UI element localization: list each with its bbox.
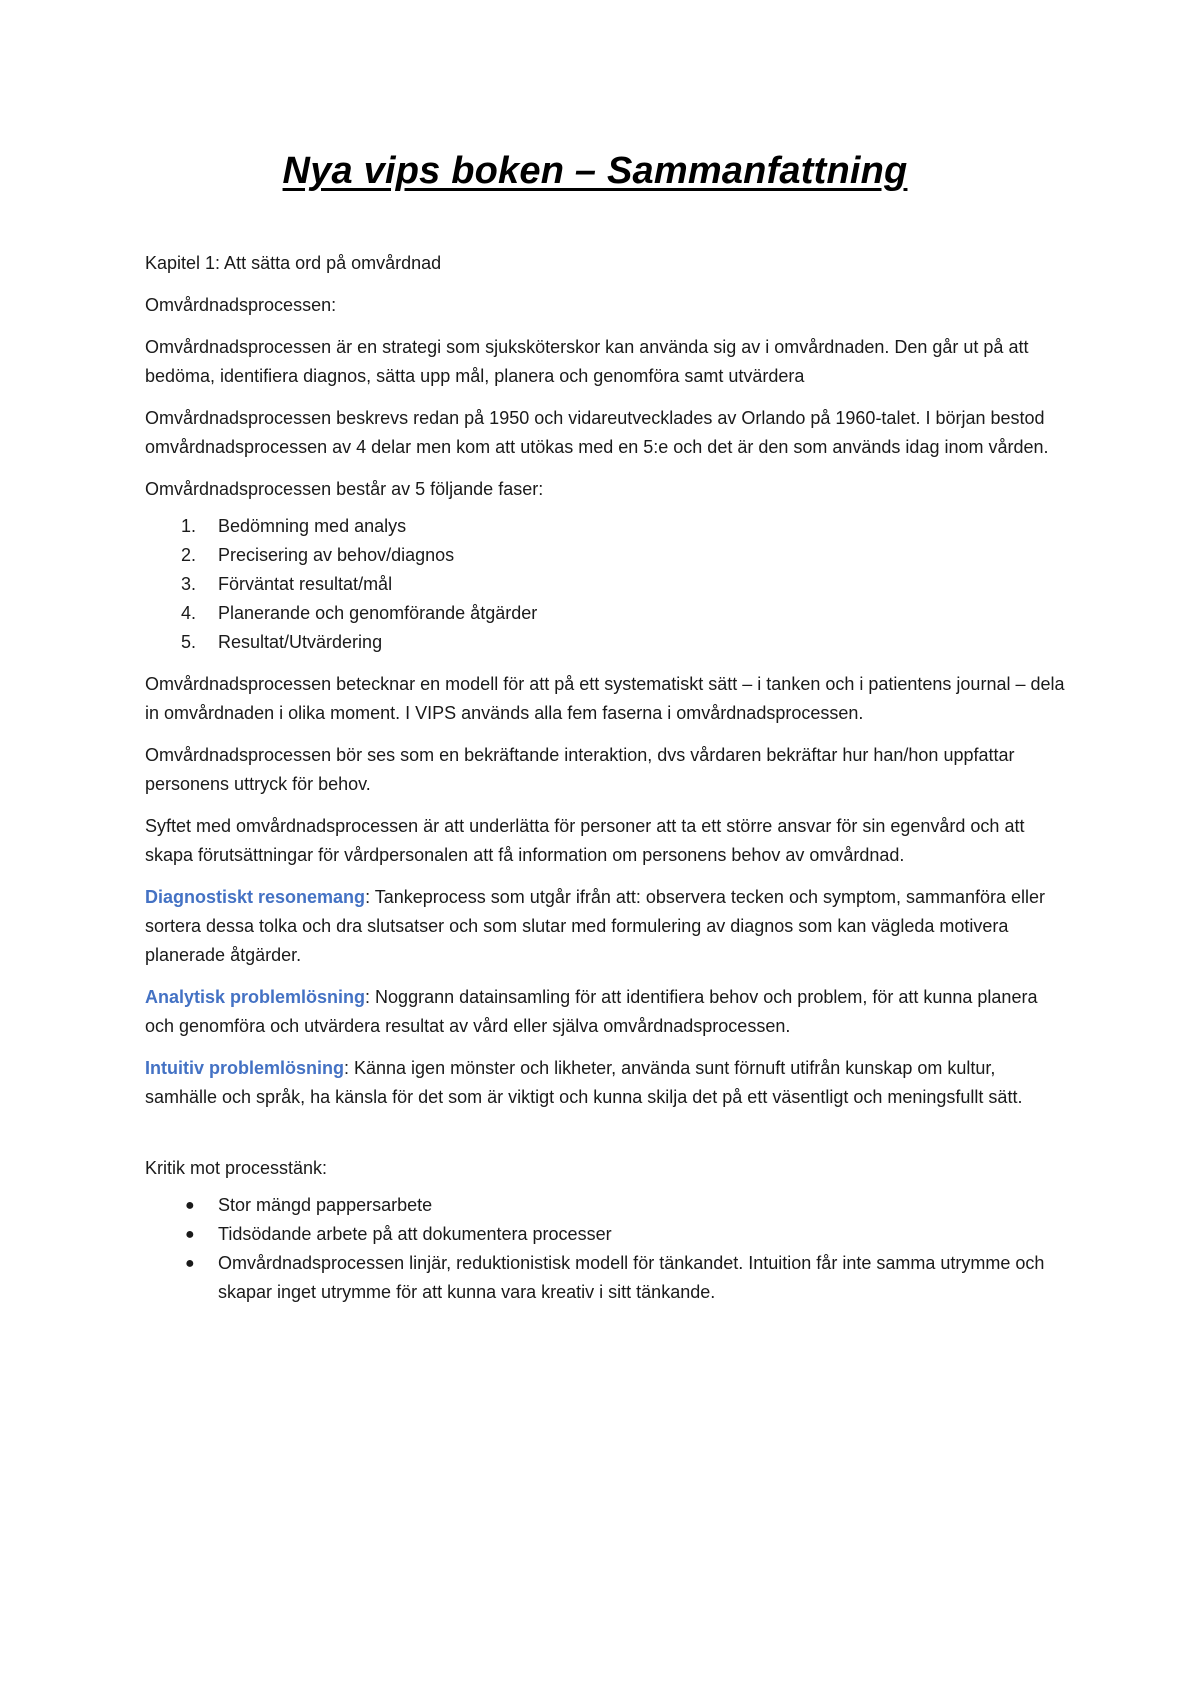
list-item-text: Tidsödande arbete på att dokumentera processer [218, 1224, 612, 1244]
phases-list [145, 512, 1070, 657]
definition-text: : Noggrann datainsamling för att identifiera behov och problem, för att kunna planera och genomföra och utvärdera resultat av vård eller själva omvårdnadsprocessen. [145, 987, 1038, 1036]
paragraph-history: Omvårdnadsprocessen beskrevs redan på 1950 och vidareutvecklades av Orlando på 1960-talet. I början bestod omvårdnadsprocessen av 4 delar men kom att utökas med en 5:e och det är den som används idag inom vården. [145, 408, 1049, 457]
list-item-text: Bedömning med analys [218, 516, 407, 536]
list-item [145, 1249, 1070, 1307]
list-item [145, 599, 1070, 628]
definition-term: Diagnostiskt resonemang [145, 887, 366, 907]
critique-heading: Kritik mot processtänk: [145, 1158, 328, 1178]
paragraph-model: Omvårdnadsprocessen betecknar en modell för att på ett systematiskt sätt – i tanken och i patientens journal – dela in omvårdnaden i olika moment. I VIPS används alla fem faserna i omvårdnadsprocessen. [145, 674, 1065, 723]
paragraph-interaction: Omvårdnadsprocessen bör ses som en bekräftande interaktion, dvs vårdaren bekräftar hur han/hon uppfattar personens uttryck för behov. [145, 745, 1015, 794]
list-item-text: Planerande och genomförande åtgärder [218, 603, 538, 623]
list-item [145, 1220, 1070, 1249]
list-item-text: Precisering av behov/diagnos [218, 545, 455, 565]
bullet-icon: ● [185, 1197, 195, 1214]
list-item-text: Stor mängd pappersarbete [218, 1195, 433, 1215]
list-item [145, 1191, 1070, 1220]
bullet-icon: ● [185, 1255, 195, 1272]
section-heading: Omvårdnadsprocessen: [145, 295, 337, 315]
list-item [145, 512, 1070, 541]
paragraph-purpose: Syftet med omvårdnadsprocessen är att underlätta för personer att ta ett större ansvar för sin egenvård och att skapa förutsättningar för vårdpersonalen att få information om personens behov av omvårdnad. [145, 816, 1025, 865]
list-number: 1. [181, 516, 197, 536]
list-item-text: Resultat/Utvärdering [218, 632, 383, 652]
definition-term: Intuitiv problemlösning [145, 1058, 344, 1078]
list-item [145, 541, 1070, 570]
list-number: 2. [181, 545, 197, 565]
paragraph-phases-intro: Omvårdnadsprocessen består av 5 följande faser: [145, 479, 544, 499]
chapter-heading: Kapitel 1: Att sätta ord på omvårdnad [145, 253, 442, 273]
definition-text: : Tankeprocess som utgår ifrån att: observera tecken och symptom, sammanföra eller sortera dessa tolka och dra slutsatser och som slutar med formulering av diagnos som kan vägleda motivera planerade åtgärder. [145, 887, 1046, 965]
list-item-text: Förväntat resultat/mål [218, 574, 393, 594]
document-title: Nya vips boken – Sammanfattning [282, 150, 908, 192]
bullet-icon: ● [185, 1226, 195, 1243]
definition-text: : Känna igen mönster och likheter, använda sunt förnuft utifrån kunskap om kultur, samhälle och språk, ha känsla för det som är viktigt och kunna skilja det på ett väsentligt och meningsfullt sätt. [145, 1058, 1023, 1107]
definition-diagnostic-reasoning [145, 883, 1070, 970]
blank-line [145, 1112, 1070, 1141]
definition-term: Analytisk problemlösning [145, 987, 366, 1007]
critique-list [145, 1191, 1070, 1307]
list-item-text: Omvårdnadsprocessen linjär, reduktionistisk modell för tänkandet. Intuition får inte samma utrymme och skapar inget utrymme för att kunna vara kreativ i sitt tänkande. [218, 1253, 1045, 1302]
list-number: 5. [181, 632, 197, 652]
paragraph-definition: Omvårdnadsprocessen är en strategi som sjuksköterskor kan använda sig av i omvårdnaden. Den går ut på att bedöma, identifiera diagnos, sätta upp mål, planera och genomföra samt utvärdera [145, 337, 1029, 386]
definition-intuitive-problem-solving [145, 1054, 1070, 1112]
list-number: 4. [181, 603, 197, 623]
list-item [145, 628, 1070, 657]
document-page [145, 0, 1070, 1307]
definition-analytic-problem-solving [145, 983, 1070, 1041]
list-item [145, 570, 1070, 599]
list-number: 3. [181, 574, 197, 594]
